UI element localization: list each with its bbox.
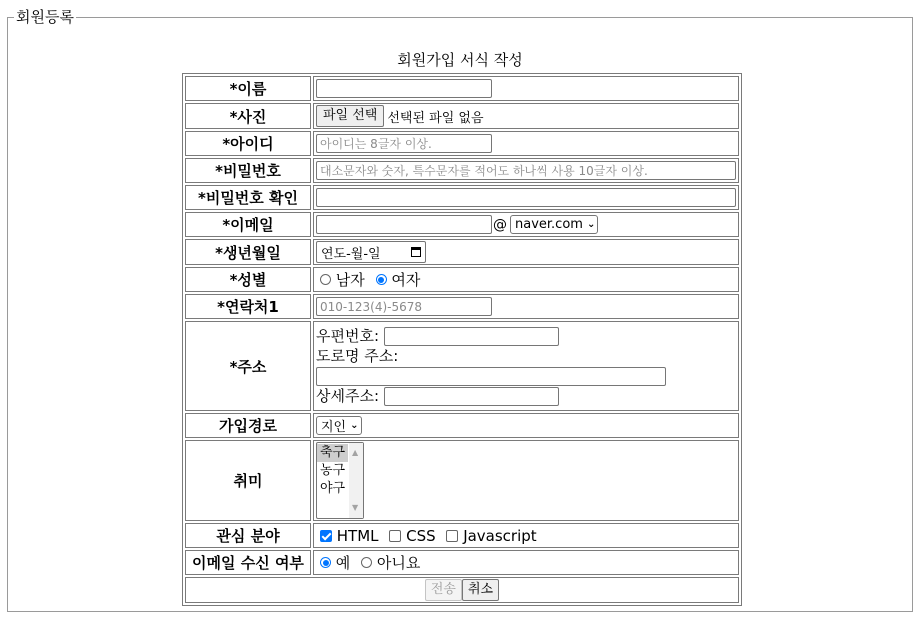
chevron-down-icon: ⌄ xyxy=(586,219,596,230)
row-userid xyxy=(185,131,739,156)
row-email-consent xyxy=(185,550,739,575)
postal-code-label: 우편번호: xyxy=(316,327,380,345)
email-consent-yes-label: 예 xyxy=(335,554,351,572)
signup-form-table xyxy=(182,73,742,606)
label-birth: *생년월일 xyxy=(185,239,311,265)
chevron-down-icon: ⌄ xyxy=(350,420,359,431)
hobby-option-basketball[interactable]: 농구 xyxy=(320,463,346,478)
password-confirm-input[interactable] xyxy=(316,188,736,207)
road-address-input[interactable] xyxy=(316,367,666,386)
file-status-text: 선택된 파일 없음 xyxy=(387,110,484,126)
hobby-scrollbar[interactable] xyxy=(349,443,363,518)
road-address-label: 도로명 주소: xyxy=(316,347,399,365)
interest-css-label: CSS xyxy=(406,526,436,545)
gender-female-radio[interactable] xyxy=(376,274,387,285)
cell-actions xyxy=(185,577,739,603)
email-consent-no-radio[interactable] xyxy=(361,557,372,568)
hobby-option-baseball[interactable]: 야구 xyxy=(320,481,346,496)
cell-interest xyxy=(313,523,739,548)
email-at-sign: @ xyxy=(493,216,507,233)
cell-photo xyxy=(313,103,739,129)
interest-html-checkbox[interactable] xyxy=(320,530,332,542)
email-consent-yes-radio[interactable] xyxy=(320,557,331,568)
birth-date-input[interactable] xyxy=(316,241,426,263)
email-consent-no-label: 아니요 xyxy=(376,554,421,572)
cell-email xyxy=(313,212,739,237)
row-photo xyxy=(185,103,739,129)
postal-code-line xyxy=(316,326,736,346)
cell-gender xyxy=(313,267,739,292)
label-referral: 가입경로 xyxy=(185,413,311,438)
scroll-down-icon[interactable]: ▼ xyxy=(352,503,359,512)
cell-name xyxy=(313,76,739,101)
scroll-up-icon[interactable]: ▲ xyxy=(352,448,359,457)
detail-address-input[interactable] xyxy=(384,387,559,406)
row-phone xyxy=(185,294,739,319)
cell-address xyxy=(313,321,739,411)
road-address-line xyxy=(316,366,736,386)
phone-input[interactable] xyxy=(316,297,492,316)
cell-password xyxy=(313,158,739,183)
submit-button[interactable]: 전송 xyxy=(425,579,462,601)
label-password-confirm: *비밀번호 확인 xyxy=(185,185,311,210)
gender-female-label: 여자 xyxy=(391,271,421,289)
interest-javascript-label: Javascript xyxy=(463,526,537,545)
cell-hobby xyxy=(313,440,739,521)
label-photo: *사진 xyxy=(185,103,311,129)
row-hobby xyxy=(185,440,739,521)
hobby-listbox[interactable] xyxy=(316,442,364,519)
cell-referral xyxy=(313,413,739,438)
label-name: *이름 xyxy=(185,76,311,101)
cell-phone xyxy=(313,294,739,319)
row-email xyxy=(185,212,739,237)
postal-code-input[interactable] xyxy=(384,327,559,346)
referral-value: 지인 xyxy=(321,420,347,435)
birth-date-placeholder: 연도-월-일 xyxy=(321,246,381,262)
interest-css-checkbox[interactable] xyxy=(389,530,401,542)
row-password xyxy=(185,158,739,183)
password-input[interactable] xyxy=(316,161,736,180)
row-interest xyxy=(185,523,739,548)
file-select-button[interactable]: 파일 선택 xyxy=(316,105,384,127)
gender-male-label: 남자 xyxy=(335,271,365,289)
label-gender: *성별 xyxy=(185,267,311,292)
userid-input[interactable] xyxy=(316,134,492,153)
cell-password-confirm xyxy=(313,185,739,210)
label-userid: *아이디 xyxy=(185,131,311,156)
detail-address-label: 상세주소: xyxy=(316,387,380,405)
label-phone: *연락처1 xyxy=(185,294,311,319)
label-interest: 관심 분야 xyxy=(185,523,311,548)
email-domain-value: naver.com xyxy=(515,217,583,232)
cell-userid xyxy=(313,131,739,156)
name-input[interactable] xyxy=(316,79,492,98)
cell-email-consent xyxy=(313,550,739,575)
label-address: *주소 xyxy=(185,321,311,411)
row-gender xyxy=(185,267,739,292)
detail-address-line xyxy=(316,386,736,406)
label-hobby: 취미 xyxy=(185,440,311,521)
row-actions xyxy=(185,577,739,603)
cell-birth xyxy=(313,239,739,265)
form-caption: 회원가입 서식 작성 xyxy=(397,51,523,69)
cancel-button[interactable]: 취소 xyxy=(462,579,499,601)
row-name xyxy=(185,76,739,101)
hobby-option-soccer[interactable]: 축구 xyxy=(317,444,348,462)
calendar-icon[interactable] xyxy=(411,247,421,257)
interest-javascript-checkbox[interactable] xyxy=(446,530,458,542)
interest-html-label: HTML xyxy=(336,526,379,545)
row-referral xyxy=(185,413,739,438)
gender-male-radio[interactable] xyxy=(320,274,331,285)
row-password-confirm xyxy=(185,185,739,210)
email-input[interactable] xyxy=(316,215,492,234)
label-password: *비밀번호 xyxy=(185,158,311,183)
label-email-consent: 이메일 수신 여부 xyxy=(185,550,311,575)
member-registration-fieldset xyxy=(7,8,913,612)
row-address xyxy=(185,321,739,411)
referral-select[interactable] xyxy=(316,416,362,435)
label-email: *이메일 xyxy=(185,212,311,237)
email-domain-select[interactable] xyxy=(510,215,598,234)
row-birth xyxy=(185,239,739,265)
fieldset-legend: 회원등록 xyxy=(16,8,74,26)
